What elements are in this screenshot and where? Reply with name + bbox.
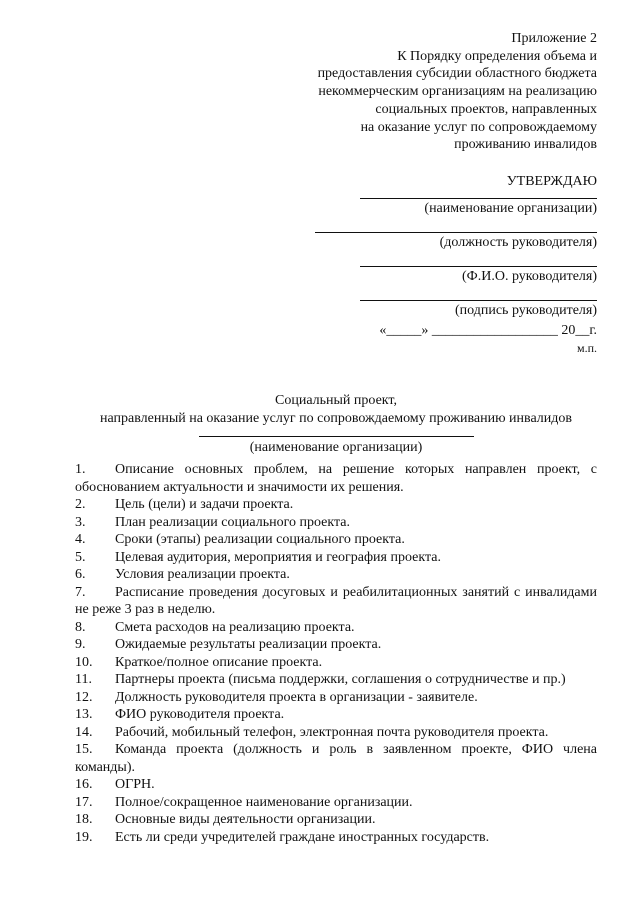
- list-item: [75, 671, 597, 689]
- list-item: [75, 461, 597, 496]
- item-number: 16.: [75, 777, 93, 792]
- item-text: Краткое/полное описание проекта.: [115, 654, 323, 670]
- item-number: 17.: [75, 794, 93, 810]
- item-text: Есть ли среди учредителей граждане иностранных государств.: [115, 829, 490, 845]
- item-text: Расписание проведения досуговых и реабилитационных занятий с инвалидами не реже 3 раз в неделю.: [75, 584, 597, 617]
- list-item: [75, 706, 597, 724]
- position-caption: (должность руководителя): [439, 235, 597, 250]
- project-title: Социальный проект,: [275, 393, 397, 408]
- item-text: Сроки (этапы) реализации социального проекта.: [115, 532, 405, 547]
- appendix-line: на оказание услуг по сопровождаемому: [360, 119, 597, 135]
- item-number: 8.: [75, 619, 86, 635]
- list-item: [75, 654, 597, 672]
- item-text: Смета расходов на реализацию проекта.: [115, 619, 355, 635]
- item-number: 13.: [75, 707, 93, 722]
- item-number: 19.: [75, 829, 93, 845]
- approval-title: УТВЕРЖДАЮ: [506, 174, 597, 189]
- item-number: 10.: [75, 654, 93, 670]
- item-text: План реализации социального проекта.: [115, 514, 351, 530]
- fio-line: [360, 266, 597, 267]
- project-org-caption: (наименование организации): [249, 440, 423, 455]
- approval-block: [297, 172, 597, 356]
- item-number: 9.: [75, 637, 86, 652]
- list-item: [75, 496, 597, 514]
- item-text: Цель (цели) и задачи проекта.: [115, 497, 294, 512]
- list-item: [75, 549, 597, 567]
- item-text: Рабочий, мобильный телефон, электронная почта руководителя проекта.: [115, 724, 549, 740]
- item-text: Целевая аудитория, мероприятия и география проекта.: [115, 549, 441, 565]
- item-number: 1.: [75, 462, 86, 477]
- item-number: 2.: [75, 497, 86, 512]
- item-text: Описание основных проблем, на решение которых направлен проект, с обоснованием актуальности и значимости их решения.: [75, 462, 597, 495]
- list-item: [75, 689, 597, 707]
- appendix-line: социальных проектов, направленных: [375, 101, 597, 117]
- appendix-line: предоставления субсидии областного бюджета: [317, 66, 597, 82]
- item-number: 3.: [75, 514, 86, 530]
- list-item: [75, 636, 597, 654]
- item-text: Команда проекта (должность и роль в заявленном проекте, ФИО члена команды).: [75, 742, 597, 775]
- list-item: [75, 584, 597, 619]
- item-number: 15.: [75, 742, 93, 757]
- item-text: ОГРН.: [115, 777, 155, 792]
- item-number: 14.: [75, 724, 93, 740]
- item-text: Партнеры проекта (письма поддержки, соглашения о сотрудничестве и пр.): [115, 672, 566, 687]
- project-org-line: [199, 436, 474, 437]
- item-text: Условия реализации проекта.: [115, 567, 290, 582]
- item-text: ФИО руководителя проекта.: [115, 707, 285, 722]
- project-heading: [75, 392, 597, 457]
- fio-caption: (Ф.И.О. руководителя): [462, 269, 597, 284]
- appendix-line: проживанию инвалидов: [454, 137, 597, 153]
- appendix-line: Приложение 2: [511, 31, 597, 46]
- item-text: Основные виды деятельности организации.: [115, 812, 376, 827]
- item-text: Должность руководителя проекта в организации - заявителе.: [115, 689, 478, 705]
- stamp-place: м.п.: [576, 341, 597, 355]
- item-text: Полное/сокращенное наименование организации.: [115, 794, 413, 810]
- org-name-line: [360, 198, 597, 199]
- list-item: [75, 619, 597, 637]
- item-text: Ожидаемые результаты реализации проекта.: [115, 637, 382, 652]
- project-subtitle: направленный на оказание услуг по сопровождаемому проживанию инвалидов: [99, 411, 573, 426]
- item-number: 12.: [75, 689, 93, 705]
- list-item: [75, 811, 597, 829]
- list-item: [75, 794, 597, 812]
- list-item: [75, 566, 597, 584]
- list-item: [75, 741, 597, 776]
- appendix-header: [267, 30, 597, 154]
- position-line: [315, 232, 597, 233]
- item-number: 18.: [75, 812, 93, 827]
- list-item: [75, 829, 597, 847]
- org-name-caption: (наименование организации): [424, 201, 597, 216]
- signature-caption: (подпись руководителя): [454, 303, 597, 318]
- signature-line: [360, 300, 597, 301]
- list-item: [75, 514, 597, 532]
- item-number: 4.: [75, 532, 86, 547]
- item-number: 7.: [75, 584, 86, 600]
- list-item: [75, 531, 597, 549]
- item-number: 5.: [75, 549, 86, 565]
- approval-date: «_____» __________________ 20__г.: [379, 323, 597, 338]
- item-number: 11.: [75, 672, 92, 687]
- appendix-line: К Порядку определения объема и: [397, 48, 597, 64]
- list-item: [75, 724, 597, 742]
- list-item: [75, 776, 597, 794]
- item-number: 6.: [75, 567, 86, 582]
- appendix-line: некоммерческим организациям на реализацию: [318, 84, 597, 100]
- project-items-list: [75, 461, 597, 846]
